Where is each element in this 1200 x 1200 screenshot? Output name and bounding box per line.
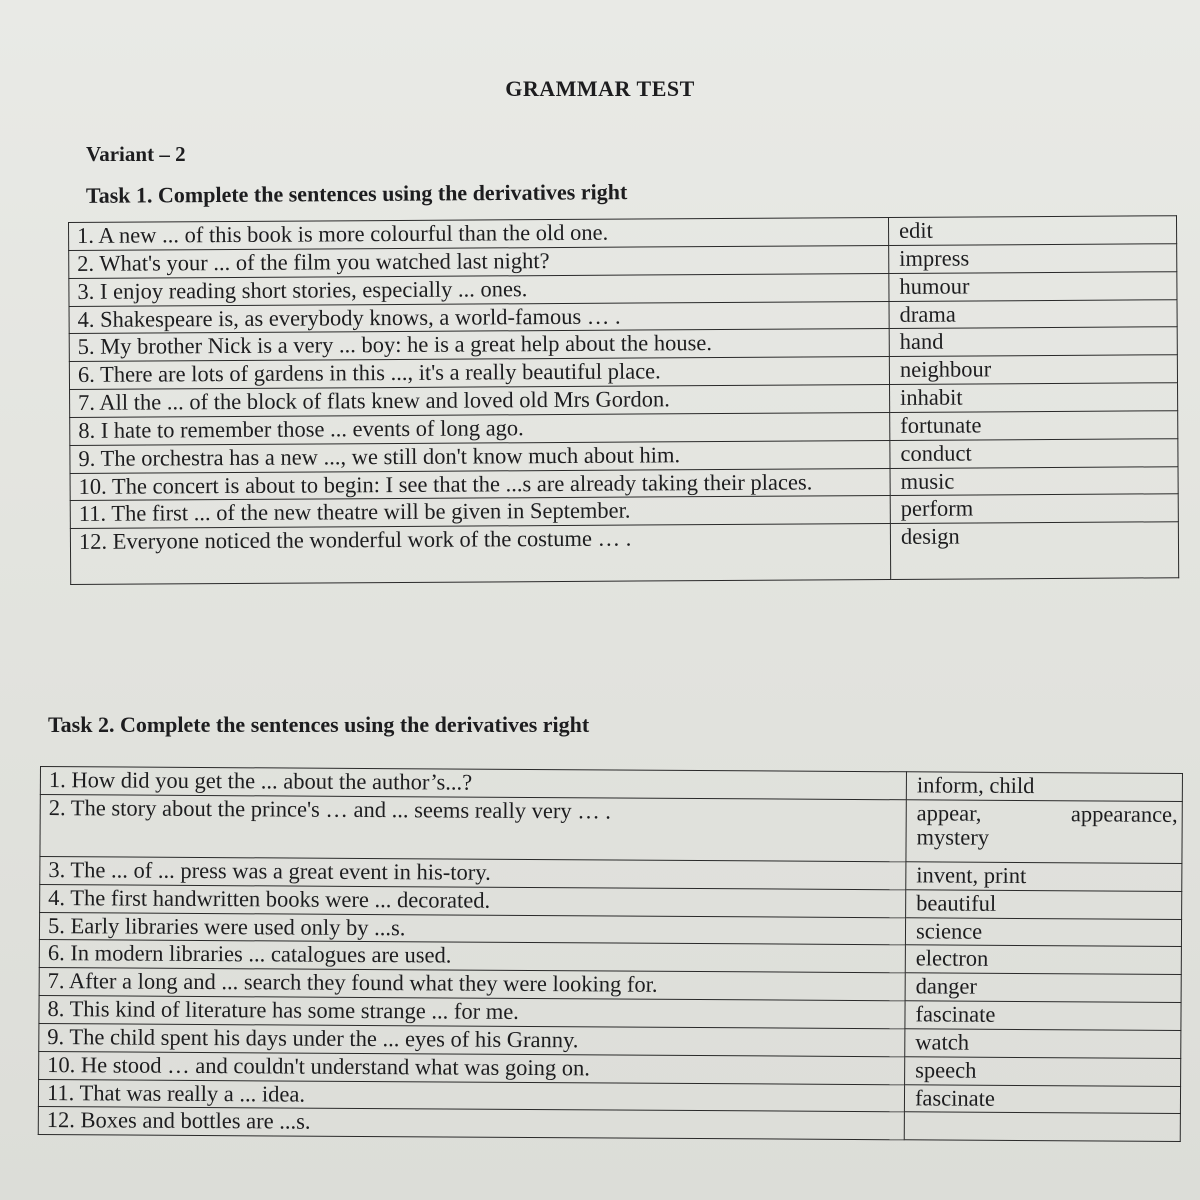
word-cell: science [905, 917, 1181, 947]
word-cell: electron [905, 945, 1181, 975]
table-row [38, 1107, 1180, 1142]
table-row [70, 522, 1178, 585]
sentence-cell: 6. In modern libraries ... catalogues are used. [39, 940, 905, 973]
sentence-cell: 2. What's your ... of the film you watched last night? [69, 245, 889, 278]
word-cell: music [890, 466, 1178, 496]
sentence-cell: 5. Early libraries were used only by ...s. [39, 912, 905, 945]
sentence-cell: 4. Shakespeare is, as everybody knows, a world-famous … . [69, 301, 889, 334]
sentence-cell: 8. This kind of literature has some strange ... for me. [39, 996, 905, 1029]
sentence-cell: 10. He stood … and couldn't understand what was going on. [39, 1051, 905, 1084]
sentence-cell: 11. The first ... of the new theatre will be given in September. [70, 496, 890, 529]
word-cell: design [890, 522, 1178, 580]
variant-label: Variant – 2 [86, 142, 186, 166]
word-cell: invent, print [906, 862, 1182, 892]
sentence-cell: 6. There are lots of gardens in this ..., it's a really beautiful place. [69, 357, 889, 390]
page-title: GRAMMAR TEST [505, 76, 695, 101]
sentence-cell: 3. I enjoy reading short stories, especially ... ones. [69, 273, 889, 306]
table-row [40, 794, 1182, 863]
word-cell: danger [905, 973, 1181, 1003]
task2-table [38, 766, 1183, 1142]
sentence-cell: 9. The child spent his days under the ... eyes of his Granny. [39, 1023, 905, 1056]
sentence-cell: 12. Everyone noticed the wonderful work of the costume … . [70, 524, 890, 585]
word-mystery: mystery [916, 824, 990, 850]
sentence-cell: 9. The orchestra has a new ..., we still don't know much about him. [70, 440, 890, 473]
word-cell: neighbour [889, 355, 1177, 385]
word-appearance: appearance, [1070, 801, 1178, 827]
sentence-cell: 2. The story about the prince's … and ... seems really very … . [40, 794, 906, 861]
word-cell: speech [905, 1057, 1181, 1087]
task2-heading: Task 2. Complete the sentences using the derivatives right [48, 712, 590, 737]
word-cell: inform, child [906, 772, 1182, 802]
sentence-cell: 5. My brother Nick is a very ... boy: he is a great help about the house. [69, 329, 889, 362]
sentence-cell: 4. The first handwritten books were ... decorated. [40, 884, 906, 917]
sentence-cell: 1. How did you get the ... about the author’s...? [40, 767, 906, 800]
task1-table [68, 215, 1179, 585]
word-cell: edit [888, 216, 1176, 246]
word-cell: drama [889, 299, 1177, 329]
word-cell [906, 800, 1182, 864]
word-cell: humour [889, 271, 1177, 301]
word-line [917, 801, 1178, 826]
word-cell: impress [889, 244, 1177, 274]
word-cell: perform [890, 494, 1178, 524]
word-cell: hand [889, 327, 1177, 357]
word-cell: fascinate [905, 1001, 1181, 1031]
sentence-cell: 12. Boxes and bottles are ...s. [38, 1107, 904, 1140]
sentence-cell: 8. I hate to remember those ... events of long ago. [70, 412, 890, 445]
word-cell: inhabit [890, 383, 1178, 413]
sentence-cell: 7. All the ... of the block of flats knew and loved old Mrs Gordon. [70, 385, 890, 418]
task1-heading: Task 1. Complete the sentences using the derivatives right [85, 179, 628, 208]
sentence-cell: 10. The concert is about to begin: I see that the ...s are already taking their places. [70, 468, 890, 501]
sentence-cell: 11. That was really a ... idea. [38, 1079, 904, 1112]
sentence-cell: 1. A new ... of this book is more colourful than the old one. [69, 217, 889, 250]
word-cell: conduct [890, 438, 1178, 468]
word-cell [904, 1112, 1180, 1142]
word-cell: watch [905, 1029, 1181, 1059]
sentence-cell: 3. The ... of ... press was a great event in his-tory. [40, 856, 906, 889]
word-cell: fortunate [890, 411, 1178, 441]
sentence-cell: 7. After a long and ... search they found what they were looking for. [39, 968, 905, 1001]
word-cell: fascinate [904, 1084, 1180, 1114]
word-appear: appear, [916, 800, 982, 826]
word-cell: beautiful [906, 889, 1182, 919]
